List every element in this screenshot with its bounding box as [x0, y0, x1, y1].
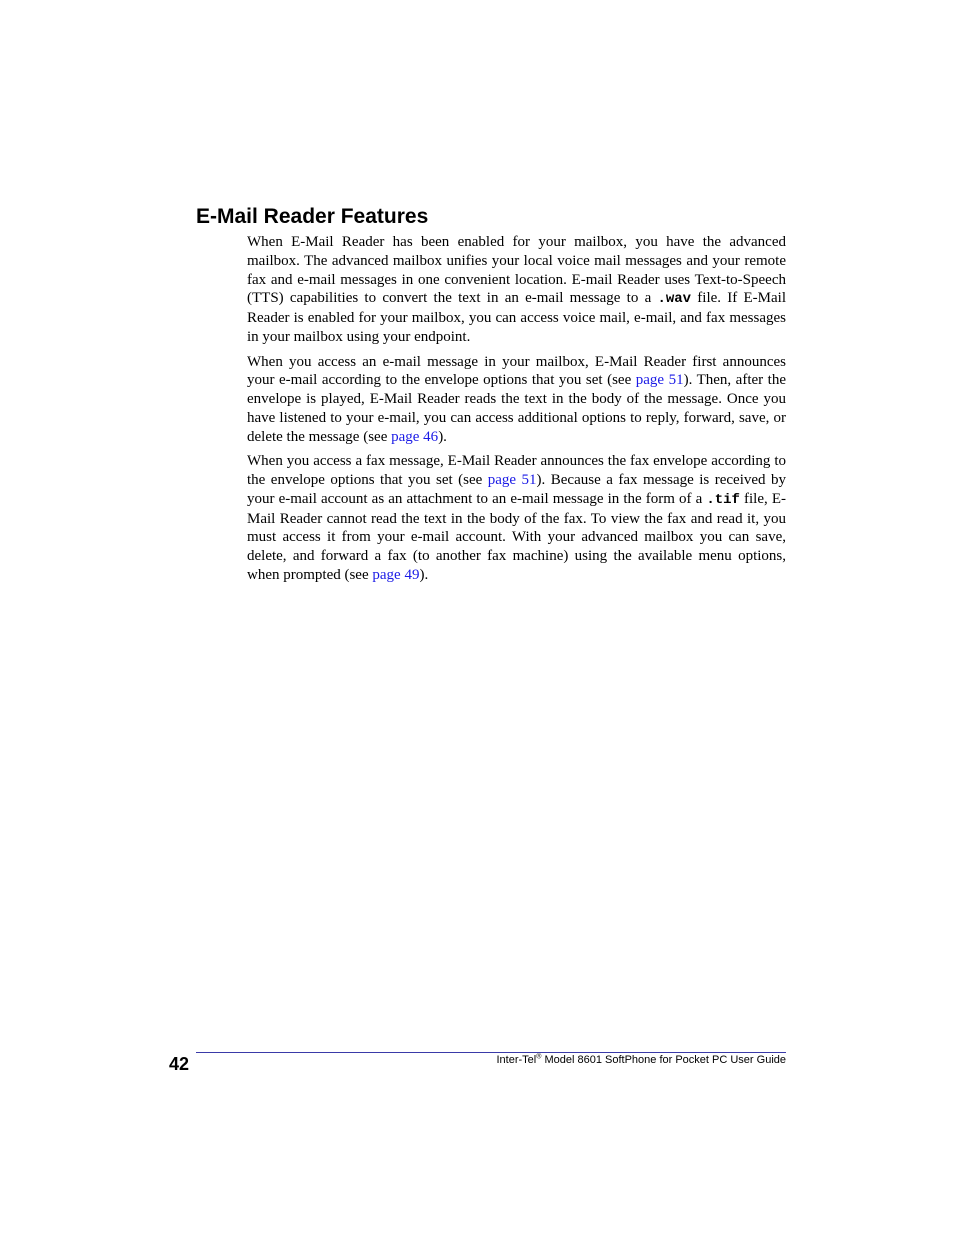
- tif-file-extension: .tif: [706, 491, 740, 508]
- paragraph-text: When you access a fax message, E-Mail Reader announces the fax envelope according to the envelope options that you set (see: [247, 453, 786, 488]
- paragraph-text: ).: [419, 566, 429, 583]
- paragraph-text: When you access an e-mail message in your mailbox, E-Mail Reader first announces your e-mail according to the envelope options that you set (see: [247, 353, 786, 389]
- paragraph-text: file, E-Mail Reader cannot read the text in the body of the fax. To view the fax and read it, you must access it from your e-mail account. With your advanced mailbox you can save, delete, and forward a fax (to another fax machine) using the available menu options, when prompted (see: [247, 490, 786, 583]
- section-title: E-Mail Reader Features: [196, 205, 429, 228]
- paragraph-text: file. If E-Mail Reader is enabled for your mailbox, you can access voice mail, e-mail, and fax messages in your mailbox using your endpoint.: [247, 290, 786, 345]
- paragraph-text: ). Because a fax message is received by your e-mail account as an attachment to an e-mail message in the form of a: [247, 472, 786, 507]
- paragraph-email-message: [247, 353, 786, 447]
- paragraph-email-reader-intro: [247, 233, 786, 347]
- registered-mark: ®: [536, 1053, 542, 1061]
- footer-guide-title: [497, 1053, 787, 1067]
- paragraph-text: ). Then, after the envelope is played, E-Mail Reader reads the text in the body of the message. Once you have listened to your e-mail, you can access additional options to reply, forward, save, or delete the message (see: [247, 372, 786, 445]
- link-page-49[interactable]: page 49: [372, 566, 420, 583]
- body-text: [247, 233, 786, 591]
- link-page-51[interactable]: page 51: [635, 372, 684, 389]
- footer-brand: Inter-Tel: [496, 1054, 537, 1066]
- paragraph-fax-message: [247, 452, 786, 584]
- page-number: 42: [169, 1054, 190, 1074]
- link-page-51[interactable]: page 51: [487, 472, 537, 488]
- footer-title-text: Model 8601 SoftPhone for Pocket PC User Guide: [541, 1054, 786, 1066]
- wav-file-extension: .wav: [657, 291, 692, 308]
- paragraph-text: When E-Mail Reader has been enabled for your mailbox, you have the advanced mailbox. The advanced mailbox unifies your local voice mail messages and your remote fax and e-mail messages in one convenient location. E-mail Reader uses Text-to-Speech (TTS) capabilities to convert the text in an e-mail message to a: [247, 234, 786, 307]
- link-page-46[interactable]: page 46: [391, 428, 439, 445]
- paragraph-text: ).: [438, 428, 447, 445]
